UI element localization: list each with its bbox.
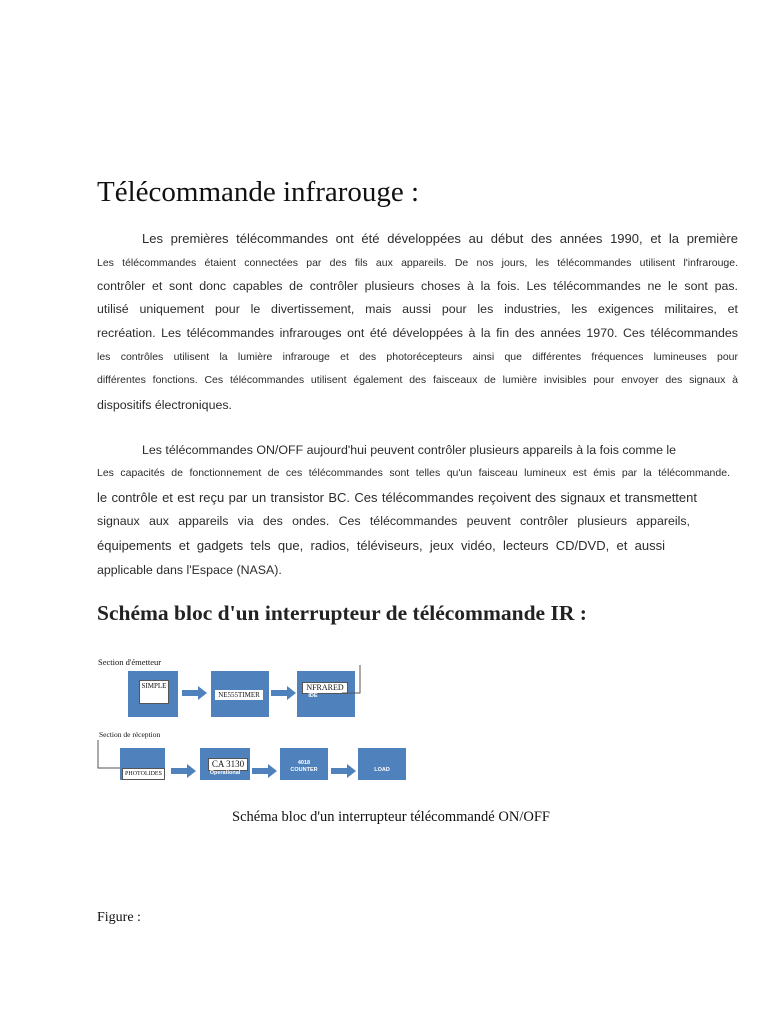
paragraph-2-line-6: applicable dans l'Espace (NASA). [97, 563, 282, 577]
tx-block-1-label: SIMPLE [139, 680, 169, 704]
page-title: Télécommande infrarouge : [97, 176, 420, 208]
rx-block-2-sublabel: Operational [209, 770, 241, 776]
tx-block-3-label: NFRARED [302, 682, 348, 694]
paragraph-2-line-5: équipements et gadgets tels que, radios, téléviseurs, jeux vidéo, lecteurs CD/DVD, et aussi [97, 538, 665, 553]
rx-arrow-3 [331, 764, 357, 778]
paragraph-1-line-5: recréation. Les télécommandes infrarouges ont été développées à la fin des années 1970. Ces télécommandes [97, 326, 738, 340]
rx-arrow-2 [252, 764, 278, 778]
paragraph-2-line-2: Les capacités de fonctionnement de ces télécommandes sont telles qu'un faisceau lumineux est émis par la télécommande. [97, 467, 730, 479]
rx-block-2-label: CA 3130 [208, 758, 248, 771]
tx-block-3-sublabel: IDE [308, 693, 318, 699]
tx-connector [340, 665, 364, 697]
rx-block-3-label-top: 4018 [297, 760, 311, 766]
rx-block-3-label-bottom: COUNTER [290, 767, 318, 773]
tx-block-2-label: NE555TIMER [215, 690, 263, 700]
tx-arrow-1 [182, 686, 208, 700]
paragraph-2-line-3: le contrôle et est reçu par un transistor BC. Ces télécommandes reçoivent des signaux et transmettent [97, 490, 697, 505]
paragraph-2-line-1: Les télécommandes ON/OFF aujourd'hui peuvent contrôler plusieurs appareils à la fois comme le [142, 443, 677, 457]
rx-block-4 [358, 748, 406, 780]
diagram-caption: Schéma bloc d'un interrupteur télécommandé ON/OFF [232, 809, 550, 825]
rx-block-1-label: PHOTOLIDES [122, 768, 165, 780]
paragraph-1-line-6: les contrôles utilisent la lumière infrarouge et des photorécepteurs ainsi que différentes fréquences lumineuses pour [97, 351, 738, 363]
paragraph-1-line-1: Les premières télécommandes ont été développées au début des années 1990, et la première [142, 231, 738, 246]
section-heading: Schéma bloc d'un interrupteur de télécommande IR : [97, 601, 587, 625]
tx-arrow-2 [271, 686, 297, 700]
paragraph-1-line-2: Les télécommandes étaient connectées par des fils aux appareils. De nos jours, les télécommandes utilisent l'infrarouge. [97, 257, 738, 269]
rx-block-4-label: LOAD [374, 767, 390, 773]
paragraph-1-line-3: contrôler et sont donc capables de contrôler plusieurs choses à la fois. Les télécommandes ne le sont pas. [97, 279, 738, 293]
paragraph-1-line-7: différentes fonctions. Ces télécommandes utilisent également des faisceaux de lumière invisibles pour envoyer des signaux à [97, 374, 738, 386]
paragraph-1-line-4: utilisé uniquement pour le divertissement, mais aussi pour les industries, les exigences militaires, et [97, 302, 738, 316]
rx-arrow-1 [171, 764, 197, 778]
transmitter-section-label: Section d'émetteur [98, 657, 162, 667]
paragraph-1-line-8: dispositifs électroniques. [97, 398, 232, 412]
receiver-section-label: Section de réception [99, 730, 161, 739]
paragraph-2-line-4: signaux aux appareils via des ondes. Ces télécommandes peuvent contrôler plusieurs appareils, [97, 514, 690, 528]
figure-label: Figure : [97, 910, 141, 925]
